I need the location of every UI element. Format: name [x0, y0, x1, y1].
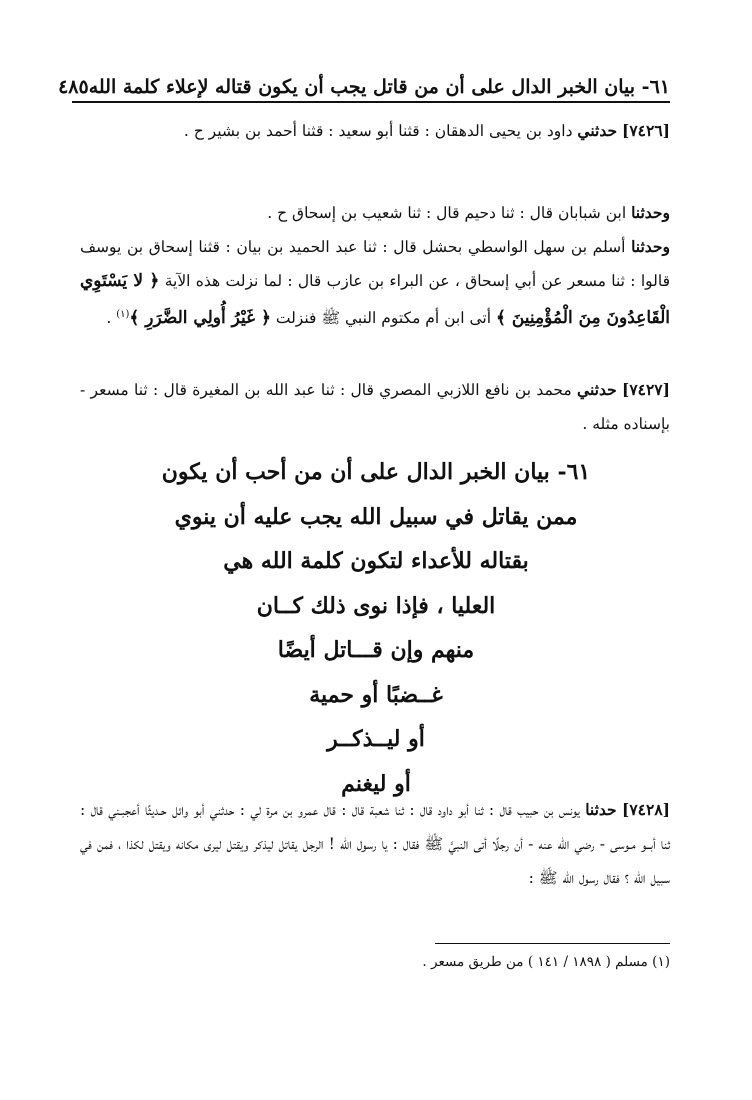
hadith-7426 — [80, 114, 670, 148]
chain-end: . — [106, 309, 112, 328]
chapter-heading-line: أو ليــذكــر — [327, 726, 425, 752]
chain-paragraph-2 — [80, 196, 670, 230]
hadith-number: [٧٤٢٦] — [622, 121, 670, 140]
hadith-text: داود بن يحيى الدهقان : قثنا أبو سعيد : قثنا أحمد بن بشير ح . — [183, 122, 573, 140]
chapter-heading-line: ممن يقاتل في سبيل الله يجب عليه أن ينوي — [174, 503, 578, 530]
chapter-heading-line: ٦١- بيان الخبر الدال على أن من أحب أن يكون — [161, 459, 591, 485]
chain-text: أتى ابن أم مكتوم النبي ﷺ فنزلت — [275, 309, 492, 328]
header-rule — [72, 101, 670, 103]
hadith-7427 — [80, 373, 670, 441]
narration-keyword: وحدثنا — [631, 203, 670, 222]
hadith-number: [٧٤٢٧] — [621, 380, 670, 399]
chapter-heading-line: أو ليغنم — [341, 770, 411, 797]
hadith-text: يونس بن حبيب قال : ثنا أبو داود قال : ثنا شعبة قال : قال عمرو بن مرة لي : حدثني أبو وائل حـديثًا أعجبـني قال : ثنا أبــو مـوسى - رضي الله عنه - أن رجلًا أتى النبيَّ ﷺ فقال : يا رسول الله ! الرجل يقاتل ليذكر ويقتل ليرى مكانه ويقتل لكذا ، فمن في سبيل الله ؟ فقال رسول الله ﷺ : — [80, 801, 670, 887]
chain-text: أسلم بن سهل الواسطي بحشل قال : ثنا عبد الحميد بن بيان : قثنا إسحاق بن يوسف قالوا : ثنا مسعر عن أبي إسحاق ، عن البراء بن عازب قال : لما نزلت هذه الآية — [80, 238, 670, 290]
chain-paragraph-3 — [80, 230, 670, 335]
chapter-heading-line: غــضبًا أو حمية — [309, 681, 443, 708]
narration-keyword: حدثنا — [585, 800, 617, 819]
running-title: ٦١- بيان الخبر الدال على أن من قاتل يجب أن يكون قتاله لإعلاء كلمة الله — [88, 76, 670, 98]
page-number: ٤٨٥ — [58, 76, 89, 98]
narration-keyword: حدثني — [577, 380, 617, 399]
hadith-7428 — [80, 793, 670, 895]
quran-verse: ﴿ غَيْرُ أُولِي الضَّرَرِ ﴾ — [129, 308, 271, 329]
hadith-text: محمد بن نافع اللازبي المصري قال : ثنا عبد الله بن المغيرة قال : ثنا مسعر - بإسناده مثله . — [80, 381, 670, 433]
running-header — [58, 58, 670, 98]
footnote-rule — [435, 943, 670, 944]
narration-keyword: حدثني — [577, 121, 618, 140]
chain-text: ابن شبابان قال : ثنا دحيم قال : ثنا شعيب بن إسحاق ح . — [267, 204, 627, 222]
footnote: (١) مسلم ( ١٨٩٨ / ١٤١ ) من طريق مسعر . — [422, 954, 670, 970]
chapter-heading-line: العليا ، فإذا نوى ذلك كــان — [256, 592, 496, 619]
hadith-number: [٧٤٢٨] — [622, 800, 670, 819]
chapter-heading — [110, 450, 642, 806]
chapter-heading-line: منهم وإن قـــاتل أيضًا — [277, 637, 475, 663]
footnote-reference: (١) — [116, 309, 130, 320]
quran-verse: ﴿ لا يَسْتَوِي الْقَاعِدُونَ مِنَ الْمُؤْمِنِينَ ﴾ — [80, 271, 670, 329]
narration-keyword: وحدثنا — [631, 237, 670, 256]
chapter-heading-line: بقتاله للأعداء لتكون كلمة الله هي — [223, 548, 529, 574]
